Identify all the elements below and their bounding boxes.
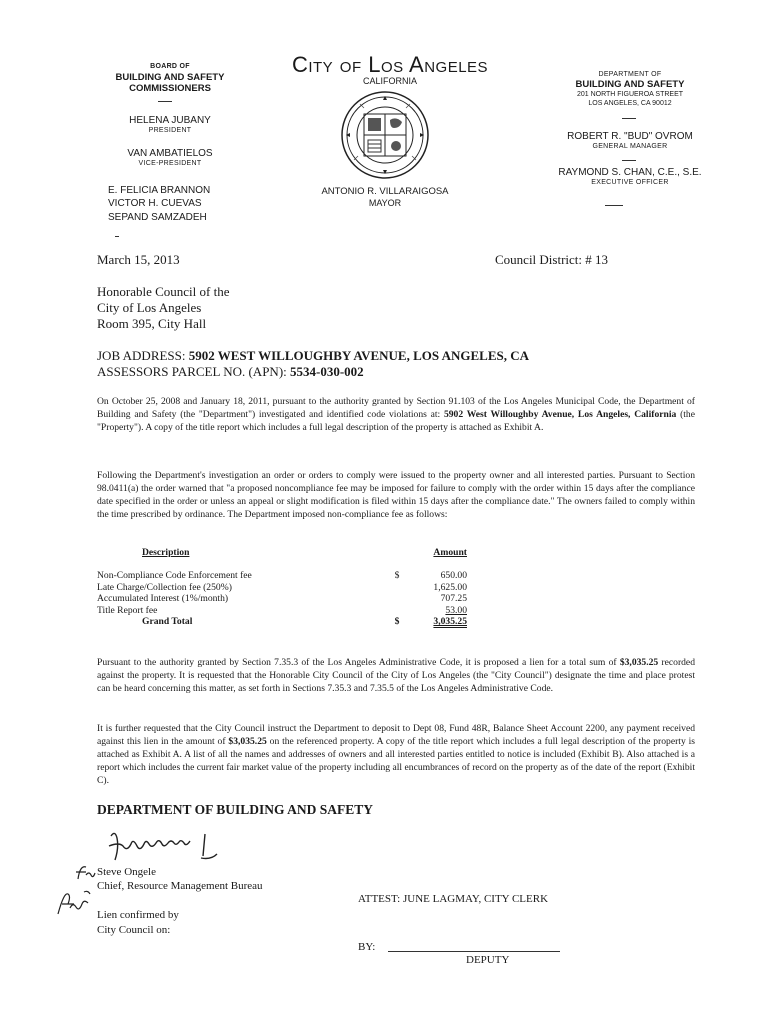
handwritten-initials-icon bbox=[74, 863, 98, 883]
paragraph-text: On October 25, 2008 and January 18, 2011, pursuant to the authority granted by Section 91.103 of the Los Angeles Municipal Code, the Department of Building and Safety (the "Department") investigated and identified code violations at: bbox=[97, 396, 695, 420]
city-seal-icon bbox=[340, 90, 430, 180]
grand-total-amount: 3,035.25 bbox=[433, 616, 467, 627]
executive-officer-name: RAYMOND S. CHAN, C.E., S.E. bbox=[558, 167, 702, 178]
department-signature-heading: DEPARTMENT OF BUILDING AND SAFETY bbox=[97, 802, 374, 817]
general-manager-name: ROBERT R. "BUD" OVROM bbox=[567, 131, 693, 142]
table-row bbox=[97, 593, 467, 605]
board-title-commissioners: COMMISSIONERS bbox=[129, 83, 211, 94]
department-title: BUILDING AND SAFETY bbox=[575, 79, 685, 90]
divider bbox=[605, 205, 623, 206]
department-address-city: LOS ANGELES, CA 90012 bbox=[588, 100, 672, 107]
letter-date: March 15, 2013 bbox=[97, 252, 180, 267]
handwritten-approval-icon bbox=[54, 888, 94, 918]
empty-cell bbox=[384, 582, 411, 594]
mayor-title: MAYOR bbox=[368, 198, 402, 208]
signer-title: Chief, Resource Management Bureau bbox=[97, 880, 263, 892]
recipient-address bbox=[97, 284, 230, 332]
board-title: BUILDING AND SAFETY bbox=[115, 72, 225, 83]
lien-confirmation-date-label: City Council on: bbox=[97, 924, 171, 936]
currency-symbol: $ bbox=[394, 616, 400, 627]
job-address-line bbox=[97, 348, 529, 364]
empty-cell bbox=[384, 593, 411, 605]
empty-cell bbox=[384, 605, 411, 617]
apn-number: 5534-030-002 bbox=[290, 364, 364, 379]
paragraph-lien-proposal bbox=[97, 656, 695, 695]
fee-description: Non-Compliance Code Enforcement fee bbox=[97, 570, 252, 581]
deputy-label: DEPUTY bbox=[466, 954, 510, 966]
by-label: BY: bbox=[358, 941, 376, 953]
paragraph-investigation bbox=[97, 395, 695, 434]
signature-line bbox=[388, 951, 560, 952]
job-address: 5902 WEST WILLOUGHBY AVENUE, LOS ANGELES, CA bbox=[188, 348, 530, 363]
department-label: DEPARTMENT OF bbox=[598, 71, 662, 78]
grand-total-label: Grand Total bbox=[142, 616, 193, 627]
paragraph-orders: Following the Department's investigation an order or orders to comply were issued to the property owner and all interested parties. Pursuant to Section 98.0411(a) the order warned that "a proposed noncompliance fee may be imposed for failure to comply with the order within 15 days after the compliance date specified in the order or unless an appeal or slight modification is filed within 15 days after the compliance date." The owners failed to comply within the time prescribed by ordinance. The Department imposed non-compliance fee as follows: bbox=[97, 470, 695, 520]
city-title: City of Los Angeles bbox=[291, 52, 489, 77]
fee-amount: 1,625.00 bbox=[433, 581, 467, 593]
handwritten-signature-icon bbox=[105, 828, 225, 868]
vice-president-title: VICE-PRESIDENT bbox=[138, 160, 202, 167]
column-header-description: Description bbox=[142, 547, 190, 558]
board-label: BOARD OF bbox=[150, 63, 190, 70]
president-name: HELENA JUBANY bbox=[129, 115, 211, 126]
fee-amount: 650.00 bbox=[440, 570, 467, 581]
general-manager-title: GENERAL MANAGER bbox=[592, 143, 668, 150]
apn-label: ASSESSORS PARCEL NO. (APN): bbox=[97, 364, 291, 379]
fee-description: Title Report fee bbox=[97, 604, 158, 616]
paragraph-deposit-request bbox=[97, 722, 695, 787]
divider bbox=[622, 118, 636, 119]
divider bbox=[115, 236, 119, 237]
table-row bbox=[97, 570, 467, 582]
commissioner-name: E. FELICIA BRANNON bbox=[108, 185, 211, 196]
council-district: Council District: # 13 bbox=[495, 252, 609, 267]
department-address-street: 201 NORTH FIGUEROA STREET bbox=[576, 91, 684, 98]
commissioner-name: VICTOR H. CUEVAS bbox=[108, 198, 202, 209]
table-row bbox=[97, 605, 467, 617]
fee-amount: 53.00 bbox=[445, 604, 467, 616]
lien-confirmation-label: Lien confirmed by bbox=[97, 909, 179, 921]
lien-amount: $3,035.25 bbox=[619, 657, 659, 668]
paragraph-text: on the referenced property. A copy of the title report which includes a full legal description of the property is attached as Exhibit A. A list of all the names and addresses of owners and all interested parties entitled to notice is included (Exhibit B). Also attached is a report which includes the current fair market value of the property including all encumbrances of record on the property as of the date of the report (Exhibit C). bbox=[97, 736, 695, 786]
city-state: CALIFORNIA bbox=[362, 76, 417, 86]
paragraph-text: It is further requested that the City Council instruct the Department to deposit to Dept 08, Fund 48R, Balance Sheet Account 2200, any payment received against this lien in the amount of bbox=[97, 723, 695, 747]
apn-line bbox=[97, 364, 364, 380]
currency-symbol: $ bbox=[394, 570, 400, 581]
lien-amount: $3,035.25 bbox=[228, 736, 267, 747]
table-row bbox=[97, 582, 467, 594]
grand-total-row bbox=[97, 616, 467, 628]
divider bbox=[158, 101, 172, 102]
fee-description: Accumulated Interest (1%/month) bbox=[97, 593, 229, 604]
property-address: 5902 West Willoughby Avenue, Los Angeles, California bbox=[443, 409, 677, 420]
recipient-line: Honorable Council of the bbox=[97, 284, 230, 299]
recipient-line: Room 395, City Hall bbox=[97, 316, 207, 331]
attest-line: ATTEST: JUNE LAGMAY, CITY CLERK bbox=[358, 893, 549, 905]
mayor-name: ANTONIO R. VILLARAIGOSA bbox=[321, 186, 449, 197]
fee-description: Late Charge/Collection fee (250%) bbox=[97, 581, 232, 593]
paragraph-text: recorded against the property. It is requested that the Honorable City Council of the City of Los Angeles (the "City Council") designate the time and place protest can be heard concerning this matter, as set forth in Sections 7.35.3 and 7.35.5 of the Los Angeles Administrative Code. bbox=[97, 657, 695, 694]
table-header-row bbox=[97, 547, 467, 570]
recipient-line: City of Los Angeles bbox=[97, 300, 202, 315]
signer-name: Steve Ongele bbox=[97, 866, 156, 878]
column-header-amount: Amount bbox=[433, 547, 467, 558]
column-header-blank bbox=[384, 547, 411, 570]
job-address-label: JOB ADDRESS: bbox=[97, 348, 189, 363]
fees-table bbox=[97, 547, 467, 628]
executive-officer-title: EXECUTIVE OFFICER bbox=[591, 179, 669, 186]
commissioner-name: SEPAND SAMZADEH bbox=[108, 212, 207, 223]
fee-amount: 707.25 bbox=[440, 593, 467, 604]
paragraph-text: (the "Property"). A copy of the title report which includes a full legal description of the property is attached as Exhibit A. bbox=[97, 409, 695, 433]
vice-president-name: VAN AMBATIELOS bbox=[127, 148, 213, 159]
divider bbox=[622, 160, 636, 161]
paragraph-text: Pursuant to the authority granted by Section 7.35.3 of the Los Angeles Administrative Code, it is proposed a lien for a total sum of bbox=[97, 657, 620, 668]
president-title: PRESIDENT bbox=[148, 127, 192, 134]
